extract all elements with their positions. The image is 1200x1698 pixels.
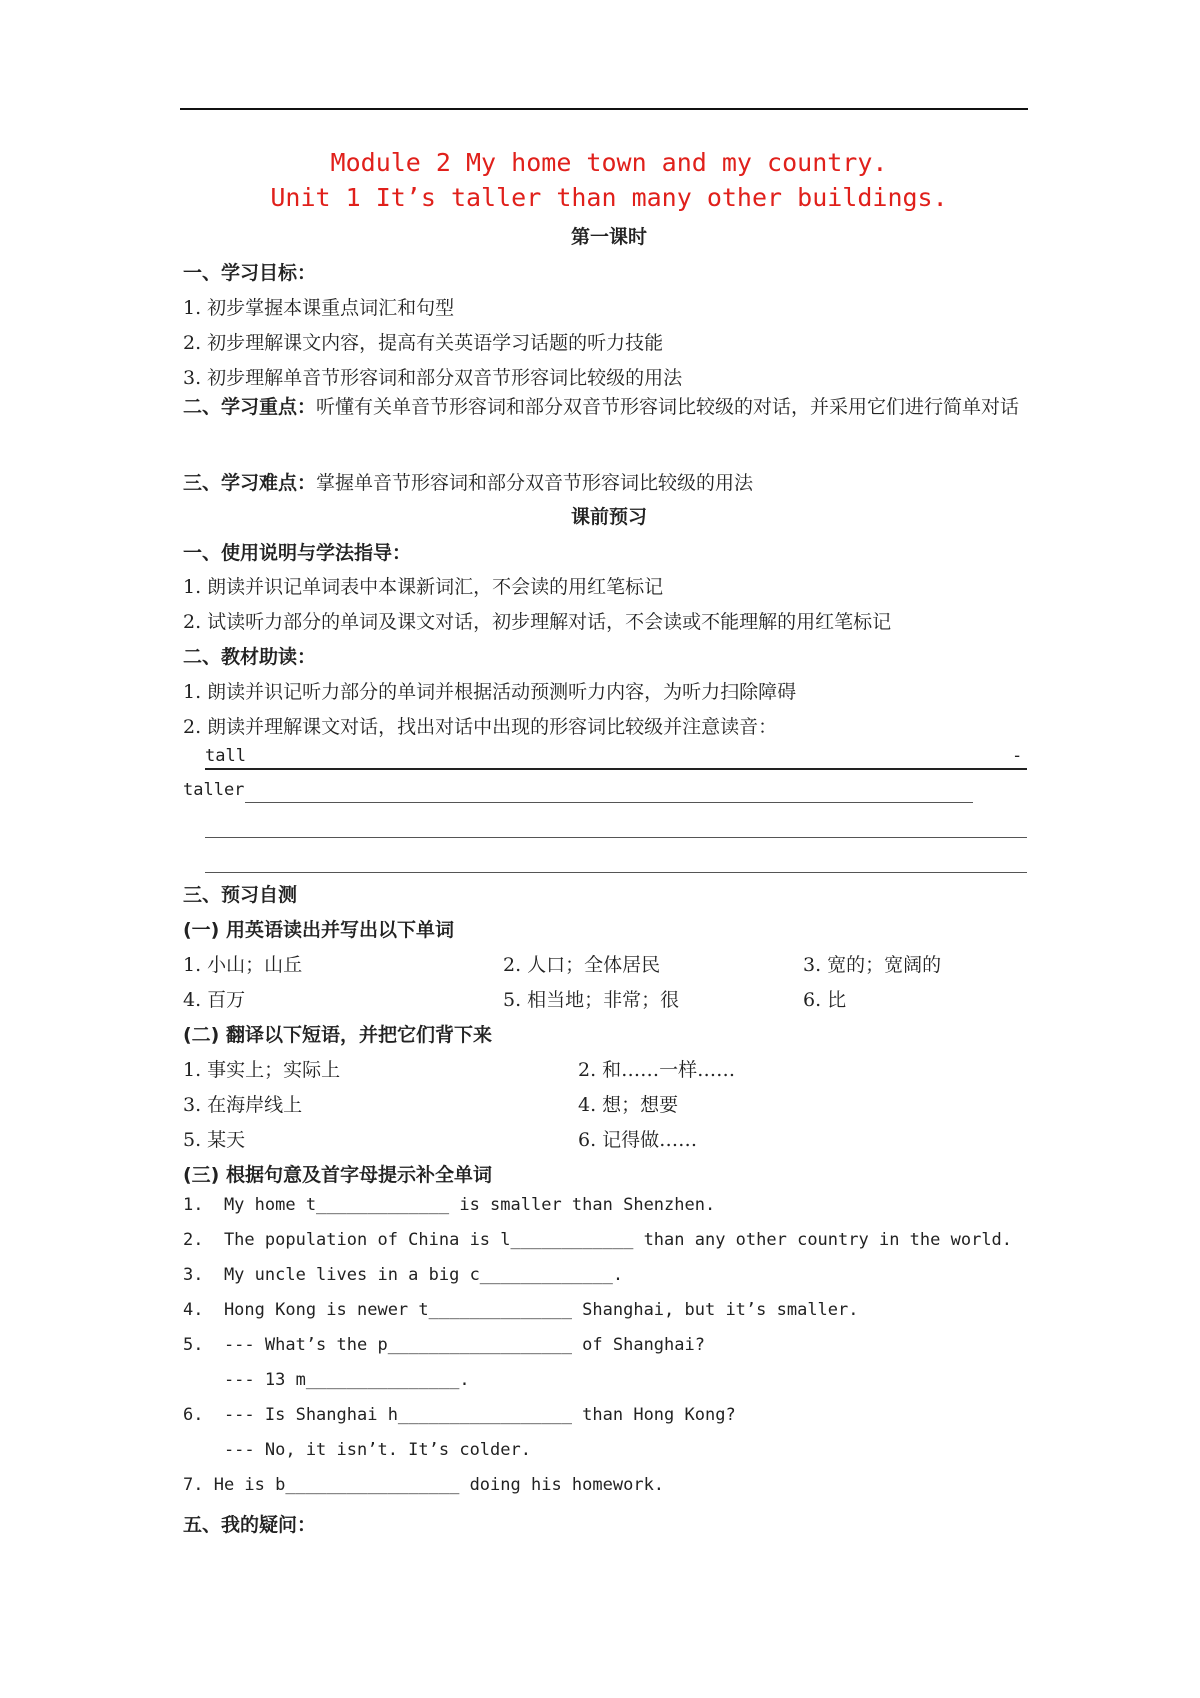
fill-item: 4. Hong Kong is newer t______________ Shanghai, but it’s smaller. [183,1300,859,1320]
phrase-item: 4. 想；想要 [578,1094,679,1116]
title-unit: Unit 1 It’s taller than many other buildings. [270,183,948,212]
preview-heading: 课前预习 [570,506,647,528]
fill-item: --- 13 m_______________. [183,1370,470,1390]
phrase-item: 1. 事实上；实际上 [183,1059,341,1081]
help-item: 2. 朗读并理解课文对话，找出对话中出现的形容词比较级并注意读音： [183,716,778,738]
difficulty-label: 三、学习难点： [183,472,317,494]
guide-item: 1. 朗读并识记单词表中本课新词汇，不会读的用红笔标记 [183,576,664,598]
goal-item: 3. 初步理解单音节形容词和部分双音节形容词比较级的用法 [183,367,683,389]
focus-label: 二、学习重点： [183,396,317,418]
part3-heading: (三) 根据句意及首字母提示补全单词 [183,1164,492,1186]
help-item: 1. 朗读并识记听力部分的单词并根据活动预测听力内容，为听力扫除障碍 [183,681,797,703]
self-test-heading: 三、预习自测 [183,884,298,906]
goals-heading: 一、学习目标： [183,262,317,284]
focus-text: 听懂有关单音节形容词和部分双音节形容词比较级的对话，并采用它们进行简单对话 [316,396,1020,418]
title-module: Module 2 My home town and my country. [330,148,888,177]
phrase-item: 6. 记得做…… [578,1129,698,1151]
compare-word-tall: tall [205,746,246,766]
phrase-item: 5. 某天 [183,1129,246,1151]
fill-item: 2. The population of China is l____________ than any other country in the world. [183,1230,1013,1250]
vocab-item: 4. 百万 [183,989,246,1011]
compare-dash: - [1012,746,1023,766]
lesson-label: 第一课时 [570,226,647,248]
fill-item: 7. He is b_________________ doing his homework. [183,1475,665,1495]
phrase-item: 3. 在海岸线上 [183,1094,303,1116]
fill-item: 6. --- Is Shanghai h_________________ than Hong Kong? [183,1405,736,1425]
guide-item: 2. 试读听力部分的单词及课文对话，初步理解对话，不会读或不能理解的用红笔标记 [183,611,892,633]
help-heading: 二、教材助读： [183,646,317,668]
phrase-item: 2. 和……一样…… [578,1059,736,1081]
header-rule [180,108,1028,110]
guide-heading: 一、使用说明与学法指导： [183,542,412,564]
vocab-item: 5. 相当地；非常；很 [503,989,680,1011]
focus-paragraph [183,390,1023,425]
vocab-item: 2. 人口；全体居民 [503,954,661,976]
fill-item: 5. --- What’s the p__________________ of Shanghai? [183,1335,705,1355]
answer-line [205,872,1027,873]
vocab-item: 3. 宽的；宽阔的 [803,954,942,976]
difficulty-text: 掌握单音节形容词和部分双音节形容词比较级的用法 [316,472,754,494]
goal-item: 2. 初步理解课文内容，提高有关英语学习话题的听力技能 [183,332,664,354]
questions-heading: 五、我的疑问： [183,1514,317,1536]
fill-item: 1. My home t_____________ is smaller than Shenzhen. [183,1195,716,1215]
difficulty-paragraph [183,468,753,495]
part2-heading: (二) 翻译以下短语，并把它们背下来 [183,1024,492,1046]
answer-line [205,768,1027,770]
compare-word-taller: taller [183,780,245,800]
vocab-item: 6. 比 [803,989,847,1011]
fill-item: --- No, it isn’t. It’s colder. [183,1440,531,1460]
part1-heading: (一) 用英语读出并写出以下单词 [183,919,454,941]
vocab-item: 1. 小山；山丘 [183,954,303,976]
answer-line [245,802,973,803]
goal-item: 1. 初步掌握本课重点词汇和句型 [183,297,455,319]
answer-line [205,837,1027,838]
fill-item: 3. My uncle lives in a big c_____________. [183,1265,624,1285]
